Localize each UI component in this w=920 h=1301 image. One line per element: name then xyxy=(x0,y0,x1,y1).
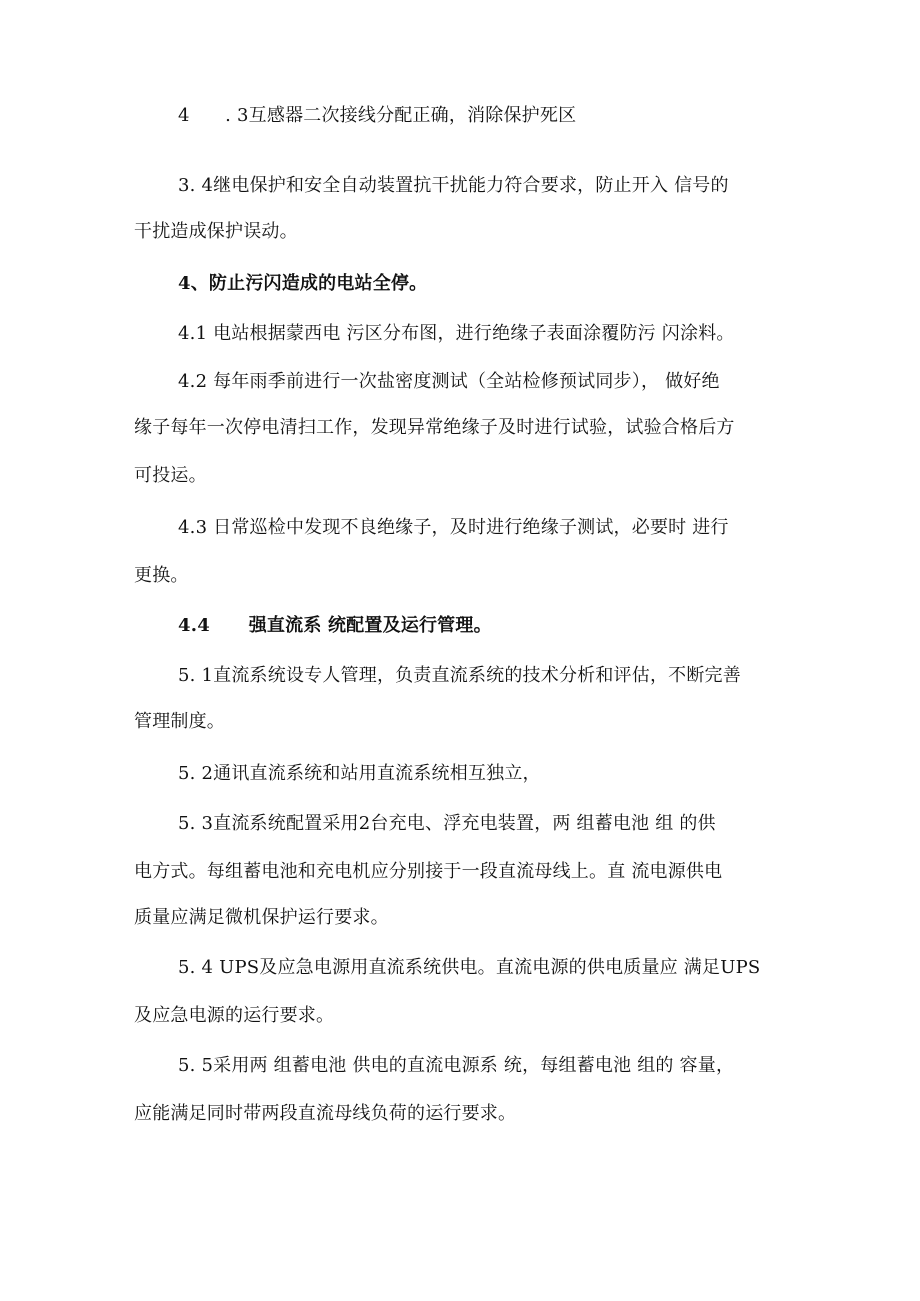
text-line: 干扰造成保护误动。 xyxy=(134,221,298,242)
text-line: 3. 4继电保护和安全自动装置抗干扰能力符合要求，防止开入 信号的 xyxy=(178,175,729,196)
text-line: 4.2 每年雨季前进行一次盐密度测试（全站检修预试同步）， 做好绝 xyxy=(178,371,720,392)
text-line: 质量应满足微机保护运行要求。 xyxy=(134,907,389,928)
text-line: 4.1 电站根据蒙西电 污区分布图，进行绝缘子表面涂覆防污 闪涂料。 xyxy=(178,323,735,344)
text-line: 及应急电源的运行要求。 xyxy=(134,1005,335,1026)
text-line: 5. 2通讯直流系统和站用直流系统相互独立， xyxy=(178,763,541,784)
text-line: 电方式。每组蓄电池和充电机应分别接于一段直流母线上。直 流电源供电 xyxy=(134,861,723,882)
text-line: 缘子每年一次停电清扫工作，发现异常绝缘子及时进行试验，试验合格后方 xyxy=(134,417,735,438)
text-line: 4.3 日常巡检中发现不良绝缘子，及时进行绝缘子测试，必要时 进行 xyxy=(178,517,729,538)
text-line: 5. 5采用两 组蓄电池 供电的直流电源系 统，每组蓄电池 组的 容量， xyxy=(178,1055,735,1076)
text-line: 5. 1直流系统设专人管理，负责直流系统的技术分析和评估，不断完善 xyxy=(178,665,741,686)
text-line: 可投运。 xyxy=(134,465,207,486)
text-line: 5. 3直流系统配置采用2台充电、浮充电装置，两 组蓄电池 组 的供 xyxy=(178,813,716,834)
text-line: 4 . 3互感器二次接线分配正确，消除保护死区 xyxy=(178,105,577,126)
section-heading: 4、防止污闪造成的电站全停。 xyxy=(178,273,428,294)
text-line: 5. 4 UPS及应急电源用直流系统供电。直流电源的供电质量应 满足UPS xyxy=(178,957,761,978)
text-line: 管理制度。 xyxy=(134,711,225,732)
section-heading: 4.4 强直流系 统配置及运行管理。 xyxy=(178,615,492,636)
text-line: 更换。 xyxy=(134,565,189,586)
text-line: 应能满足同时带两段直流母线负荷的运行要求。 xyxy=(134,1103,517,1124)
